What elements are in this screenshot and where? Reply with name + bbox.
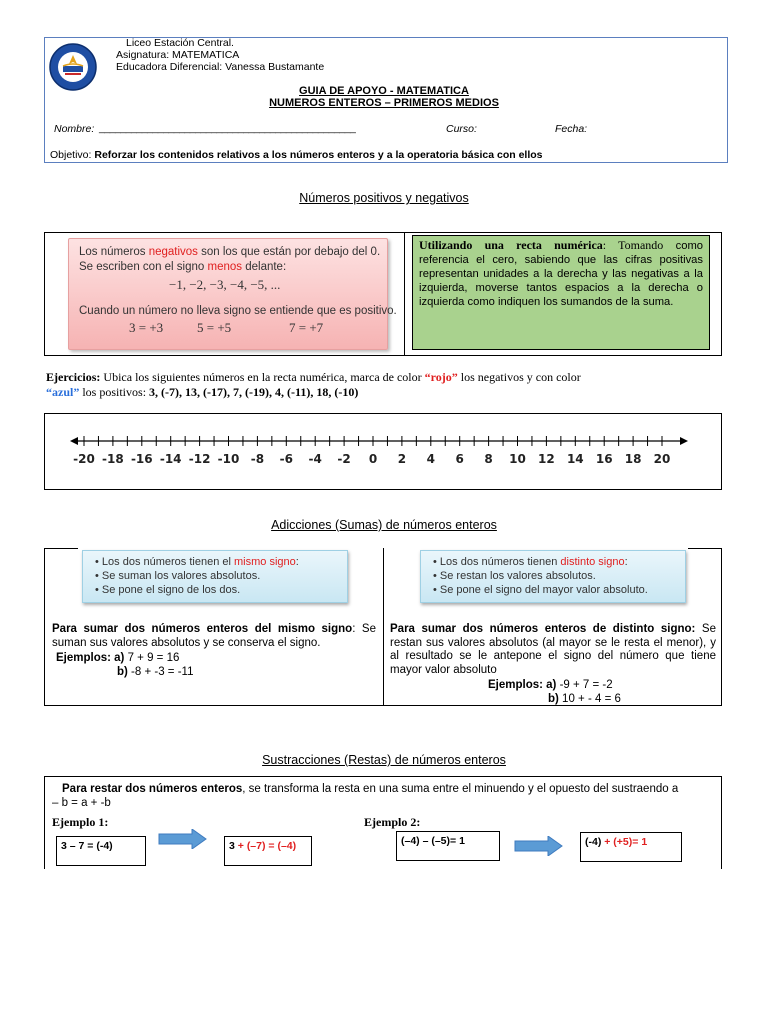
number-line-label: -18 bbox=[102, 452, 124, 466]
number-line[interactable] bbox=[70, 428, 690, 468]
number-line-note: Utilizando una recta numérica: Tomando como referencia el cero, sabiendo que las cifras positivas representan unidades a la derecha y las negativas a la izquierda, moverse tantos espacios a la derecha o izquierda como indiquen los sumandos de la suma. bbox=[412, 235, 710, 350]
nombre-label: Nombre: bbox=[54, 123, 95, 135]
section-sums-title: Adicciones (Sumas) de números enteros bbox=[271, 518, 497, 532]
diff-sign-bullet-2: • Se restan los valores absolutos. bbox=[433, 570, 596, 582]
section-positive-negative-title: Números positivos y negativos bbox=[299, 191, 469, 205]
left-arrow-icon bbox=[70, 437, 78, 445]
number-line-label: -16 bbox=[130, 452, 153, 466]
same-sign-note bbox=[82, 550, 348, 603]
number-line-label: -4 bbox=[308, 452, 322, 466]
number-line-label: 4 bbox=[426, 452, 435, 466]
same-sign-example-b: b) -8 + -3 = -11 bbox=[117, 666, 194, 678]
sums-top-left-edge bbox=[44, 548, 78, 549]
diff-sign-example-b: b) 10 + - 4 = 6 bbox=[548, 693, 621, 705]
different-sign-note bbox=[420, 550, 686, 603]
number-line-label: 10 bbox=[509, 452, 526, 466]
same-sign-bullet-3: • Se pone el signo de los dos. bbox=[95, 584, 241, 596]
pink-line-3: Cuando un número no lleva signo se entiende que es positivo. bbox=[79, 305, 397, 317]
number-line-label: -2 bbox=[337, 452, 351, 466]
diff-sign-bullet-3: • Se pone el signo del mayor valor absoluto. bbox=[433, 584, 648, 596]
same-sign-example-a: Ejemplos: a) 7 + 9 = 16 bbox=[56, 652, 180, 664]
fecha-label: Fecha: bbox=[555, 123, 588, 135]
number-line-label: -14 bbox=[159, 452, 182, 466]
number-line-label: -6 bbox=[279, 452, 293, 466]
subtraction-rule: Para restar dos números enteros, se transforma la resta en una suma entre el minuendo y el opuesto del sustraendo a – b = a + -b bbox=[52, 783, 679, 809]
box1-divider bbox=[404, 232, 405, 356]
example-2-label: Ejemplo 2: bbox=[364, 815, 421, 829]
number-line-label: 0 bbox=[368, 452, 378, 466]
number-line-label: 14 bbox=[566, 452, 584, 466]
number-line-label: 16 bbox=[595, 452, 613, 466]
number-line-label: 18 bbox=[624, 452, 642, 466]
example-1-result: 3 + (–7) = (–4) bbox=[224, 836, 312, 866]
number-line-label: -12 bbox=[188, 452, 211, 466]
objetivo-label: Objetivo: bbox=[50, 149, 92, 161]
objetivo bbox=[50, 149, 543, 161]
section-subtraction-title: Sustracciones (Restas) de números enteros bbox=[262, 753, 506, 767]
example-1-arrow-icon bbox=[158, 829, 208, 849]
number-line-label: 12 bbox=[538, 452, 555, 466]
example-1-label: Ejemplo 1: bbox=[52, 815, 109, 829]
example-1-expression: 3 – 7 = (-4) bbox=[56, 836, 146, 866]
number-line-label: -8 bbox=[250, 452, 265, 466]
number-line-label: 8 bbox=[484, 452, 493, 466]
number-line-label: 20 bbox=[653, 452, 671, 466]
subject-line: Asignatura: MATEMATICA bbox=[116, 49, 240, 61]
number-line-label: 6 bbox=[455, 452, 464, 466]
same-sign-bullet-2: • Se suman los valores absolutos. bbox=[95, 570, 261, 582]
objetivo-text: Reforzar los contenidos relativos a los números enteros y a la operatoria básica con ellos bbox=[94, 149, 543, 161]
diff-sign-example-a: Ejemplos: a) -9 + 7 = -2 bbox=[488, 679, 613, 691]
example-2-expression: (–4) – (–5)= 1 bbox=[396, 831, 500, 861]
teacher-line: Educadora Diferencial: Vanessa Bustamante bbox=[116, 61, 325, 73]
diff-sign-bullet-1: • Los dos números tienen distinto signo: bbox=[433, 556, 628, 568]
pink-line-2: Se escriben con el signo menos delante: bbox=[79, 261, 287, 273]
guide-subtitle: NUMEROS ENTEROS – PRIMEROS MEDIOS bbox=[269, 97, 499, 109]
number-line-label: 2 bbox=[397, 452, 407, 466]
sums-top-right-edge bbox=[688, 548, 722, 549]
school-name: Liceo Estación Central. bbox=[126, 37, 234, 49]
guide-title: GUIA DE APOYO - MATEMATICA bbox=[299, 85, 469, 97]
negative-numbers-note bbox=[68, 238, 397, 350]
same-sign-rule: Para sumar dos números enteros del mismo signo: Se suman sus valores absolutos y se conserva el signo. bbox=[52, 623, 376, 649]
negative-list: −1, −2, −3, −4, −5, ... bbox=[169, 277, 281, 292]
curso-label: Curso: bbox=[446, 123, 477, 135]
sums-divider bbox=[383, 548, 384, 706]
different-sign-rule: Para sumar dos números enteros de distinto signo: Se restan sus valores absolutos (al mayor se le resta el menor), y al resultado se le antepone el signo del número que tiene mayor valor absoluto bbox=[390, 623, 717, 676]
example-2-result: (-4) + (+5)= 1 bbox=[580, 832, 682, 862]
number-line-label: -10 bbox=[217, 452, 240, 466]
example-2-arrow-icon bbox=[514, 836, 564, 856]
pink-example-2: 5 = +5 bbox=[197, 320, 232, 335]
number-line-label: -20 bbox=[73, 452, 95, 466]
right-arrow-icon bbox=[680, 437, 688, 445]
green-bold: Utilizando una recta numérica bbox=[419, 238, 603, 252]
same-sign-bullet-1: • Los dos números tienen el mismo signo: bbox=[95, 556, 299, 568]
pink-line-1: Los números negativos son los que están por debajo del 0. bbox=[79, 246, 381, 258]
nombre-line[interactable]: ________________________________________________ bbox=[99, 122, 356, 134]
pink-example-1: 3 = +3 bbox=[129, 320, 164, 335]
pink-example-3: 7 = +7 bbox=[289, 320, 324, 335]
exercise-instructions: Ejercicios: Ubica los siguientes números en la recta numérica, marca de color “rojo” los negativos y con color “azul” los positivos: 3, (-7), 13, (-17), 7, (-19), 4, (-11), 18, (-10) bbox=[46, 370, 581, 399]
green-text: como referencia el cero, sabiendo que las cifras positivas representan unidades a la derecha y las negativas a la izquierda, moverse tantos espacios a la derecha o izquierda como indiquen los sumandos de la suma. bbox=[419, 240, 703, 308]
